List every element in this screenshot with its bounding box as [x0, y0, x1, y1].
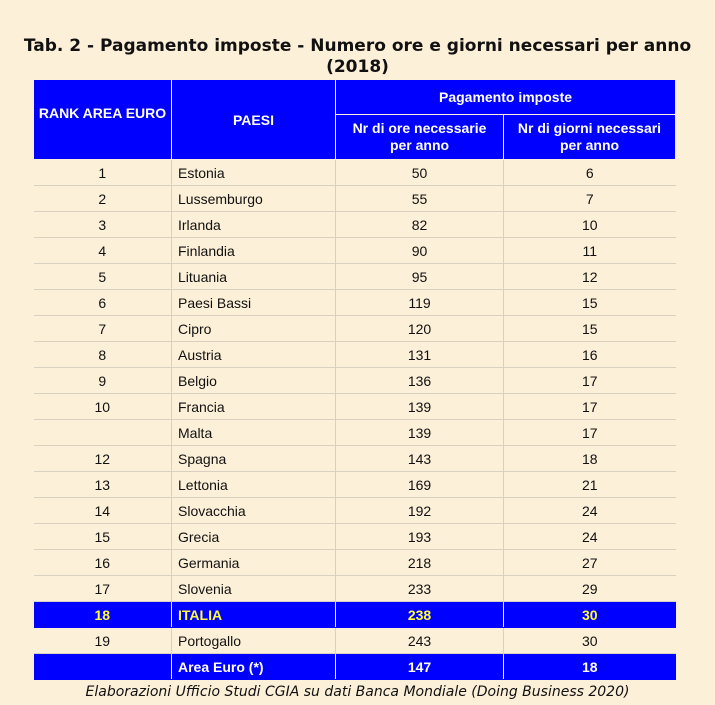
hours-cell: 243 [336, 628, 504, 654]
rank-cell: 19 [34, 628, 172, 654]
days-cell: 17 [504, 394, 676, 420]
tax-table [33, 79, 676, 680]
rank-cell: 8 [34, 342, 172, 368]
rank-cell: 15 [34, 524, 172, 550]
days-cell: 29 [504, 576, 676, 602]
hours-cell: 82 [336, 212, 504, 238]
country-cell: Spagna [172, 446, 336, 472]
table-row [34, 628, 676, 654]
days-cell: 17 [504, 368, 676, 394]
table-row [34, 342, 676, 368]
hours-cell: 233 [336, 576, 504, 602]
table-row [34, 446, 676, 472]
table-row-highlight [34, 602, 676, 628]
days-cell: 30 [504, 602, 676, 628]
hours-cell: 147 [336, 654, 504, 680]
table-row [34, 524, 676, 550]
days-cell: 24 [504, 524, 676, 550]
rank-cell: 4 [34, 238, 172, 264]
country-cell: Finlandia [172, 238, 336, 264]
rank-cell: 9 [34, 368, 172, 394]
country-cell: ITALIA [172, 602, 336, 628]
hours-cell: 192 [336, 498, 504, 524]
hours-cell: 139 [336, 420, 504, 446]
days-cell: 10 [504, 212, 676, 238]
hours-cell: 139 [336, 394, 504, 420]
source-note: Elaborazioni Ufficio Studi CGIA su dati Banca Mondiale (Doing Business 2020) [85, 684, 630, 700]
days-cell: 27 [504, 550, 676, 576]
days-cell: 16 [504, 342, 676, 368]
table-row [34, 368, 676, 394]
table-row [34, 498, 676, 524]
country-cell: Lituania [172, 264, 336, 290]
days-cell: 24 [504, 498, 676, 524]
rank-cell [34, 654, 172, 680]
rank-cell: 3 [34, 212, 172, 238]
rank-cell: 12 [34, 446, 172, 472]
hours-cell: 238 [336, 602, 504, 628]
country-cell: Estonia [172, 160, 336, 186]
rank-cell: 2 [34, 186, 172, 212]
header-ore: Nr di ore necessarie per anno [336, 115, 504, 160]
country-cell: Slovenia [172, 576, 336, 602]
title-line-2: (2018) [326, 57, 389, 77]
days-cell: 17 [504, 420, 676, 446]
hours-cell: 55 [336, 186, 504, 212]
rank-cell: 10 [34, 394, 172, 420]
hours-cell: 169 [336, 472, 504, 498]
table-row [34, 264, 676, 290]
country-cell: Francia [172, 394, 336, 420]
header-pagamento-imposte: Pagamento imposte [336, 80, 676, 115]
table-row [34, 186, 676, 212]
hours-cell: 131 [336, 342, 504, 368]
country-cell: Portogallo [172, 628, 336, 654]
rank-cell: 5 [34, 264, 172, 290]
country-cell: Malta [172, 420, 336, 446]
days-cell: 18 [504, 446, 676, 472]
rank-cell: 1 [34, 160, 172, 186]
hours-cell: 193 [336, 524, 504, 550]
country-cell: Cipro [172, 316, 336, 342]
days-cell: 18 [504, 654, 676, 680]
rank-cell: 14 [34, 498, 172, 524]
country-cell: Slovacchia [172, 498, 336, 524]
hours-cell: 90 [336, 238, 504, 264]
country-cell: Irlanda [172, 212, 336, 238]
table-row [34, 550, 676, 576]
rank-cell: 6 [34, 290, 172, 316]
hours-cell: 218 [336, 550, 504, 576]
table-row [34, 238, 676, 264]
country-cell: Paesi Bassi [172, 290, 336, 316]
hours-cell: 136 [336, 368, 504, 394]
rank-cell: 17 [34, 576, 172, 602]
days-cell: 6 [504, 160, 676, 186]
days-cell: 15 [504, 316, 676, 342]
hours-cell: 50 [336, 160, 504, 186]
country-cell: Lussemburgo [172, 186, 336, 212]
table-row [34, 420, 676, 446]
days-cell: 21 [504, 472, 676, 498]
days-cell: 11 [504, 238, 676, 264]
country-cell: Germania [172, 550, 336, 576]
table-row-total [34, 654, 676, 680]
days-cell: 12 [504, 264, 676, 290]
days-cell: 30 [504, 628, 676, 654]
country-cell: Belgio [172, 368, 336, 394]
header-rank: RANK AREA EURO [34, 80, 172, 160]
table-row [34, 394, 676, 420]
rank-cell: 13 [34, 472, 172, 498]
hours-cell: 120 [336, 316, 504, 342]
title-line-1: Tab. 2 - Pagamento imposte - Numero ore e giorni necessari per anno [23, 36, 692, 56]
country-cell: Area Euro (*) [172, 654, 336, 680]
header-giorni: Nr di giorni necessari per anno [504, 115, 676, 160]
table-row [34, 290, 676, 316]
table-row [34, 576, 676, 602]
table-row [34, 160, 676, 186]
country-cell: Lettonia [172, 472, 336, 498]
table-header [34, 80, 676, 160]
country-cell: Austria [172, 342, 336, 368]
table-row [34, 472, 676, 498]
rank-cell: 7 [34, 316, 172, 342]
country-cell: Grecia [172, 524, 336, 550]
hours-cell: 119 [336, 290, 504, 316]
table-title [0, 36, 715, 78]
header-paesi: PAESI [172, 80, 336, 160]
rank-cell: 18 [34, 602, 172, 628]
table-row [34, 212, 676, 238]
rank-cell: 16 [34, 550, 172, 576]
days-cell: 15 [504, 290, 676, 316]
table-body [34, 160, 676, 680]
table-row [34, 316, 676, 342]
rank-cell [34, 420, 172, 446]
days-cell: 7 [504, 186, 676, 212]
hours-cell: 143 [336, 446, 504, 472]
hours-cell: 95 [336, 264, 504, 290]
